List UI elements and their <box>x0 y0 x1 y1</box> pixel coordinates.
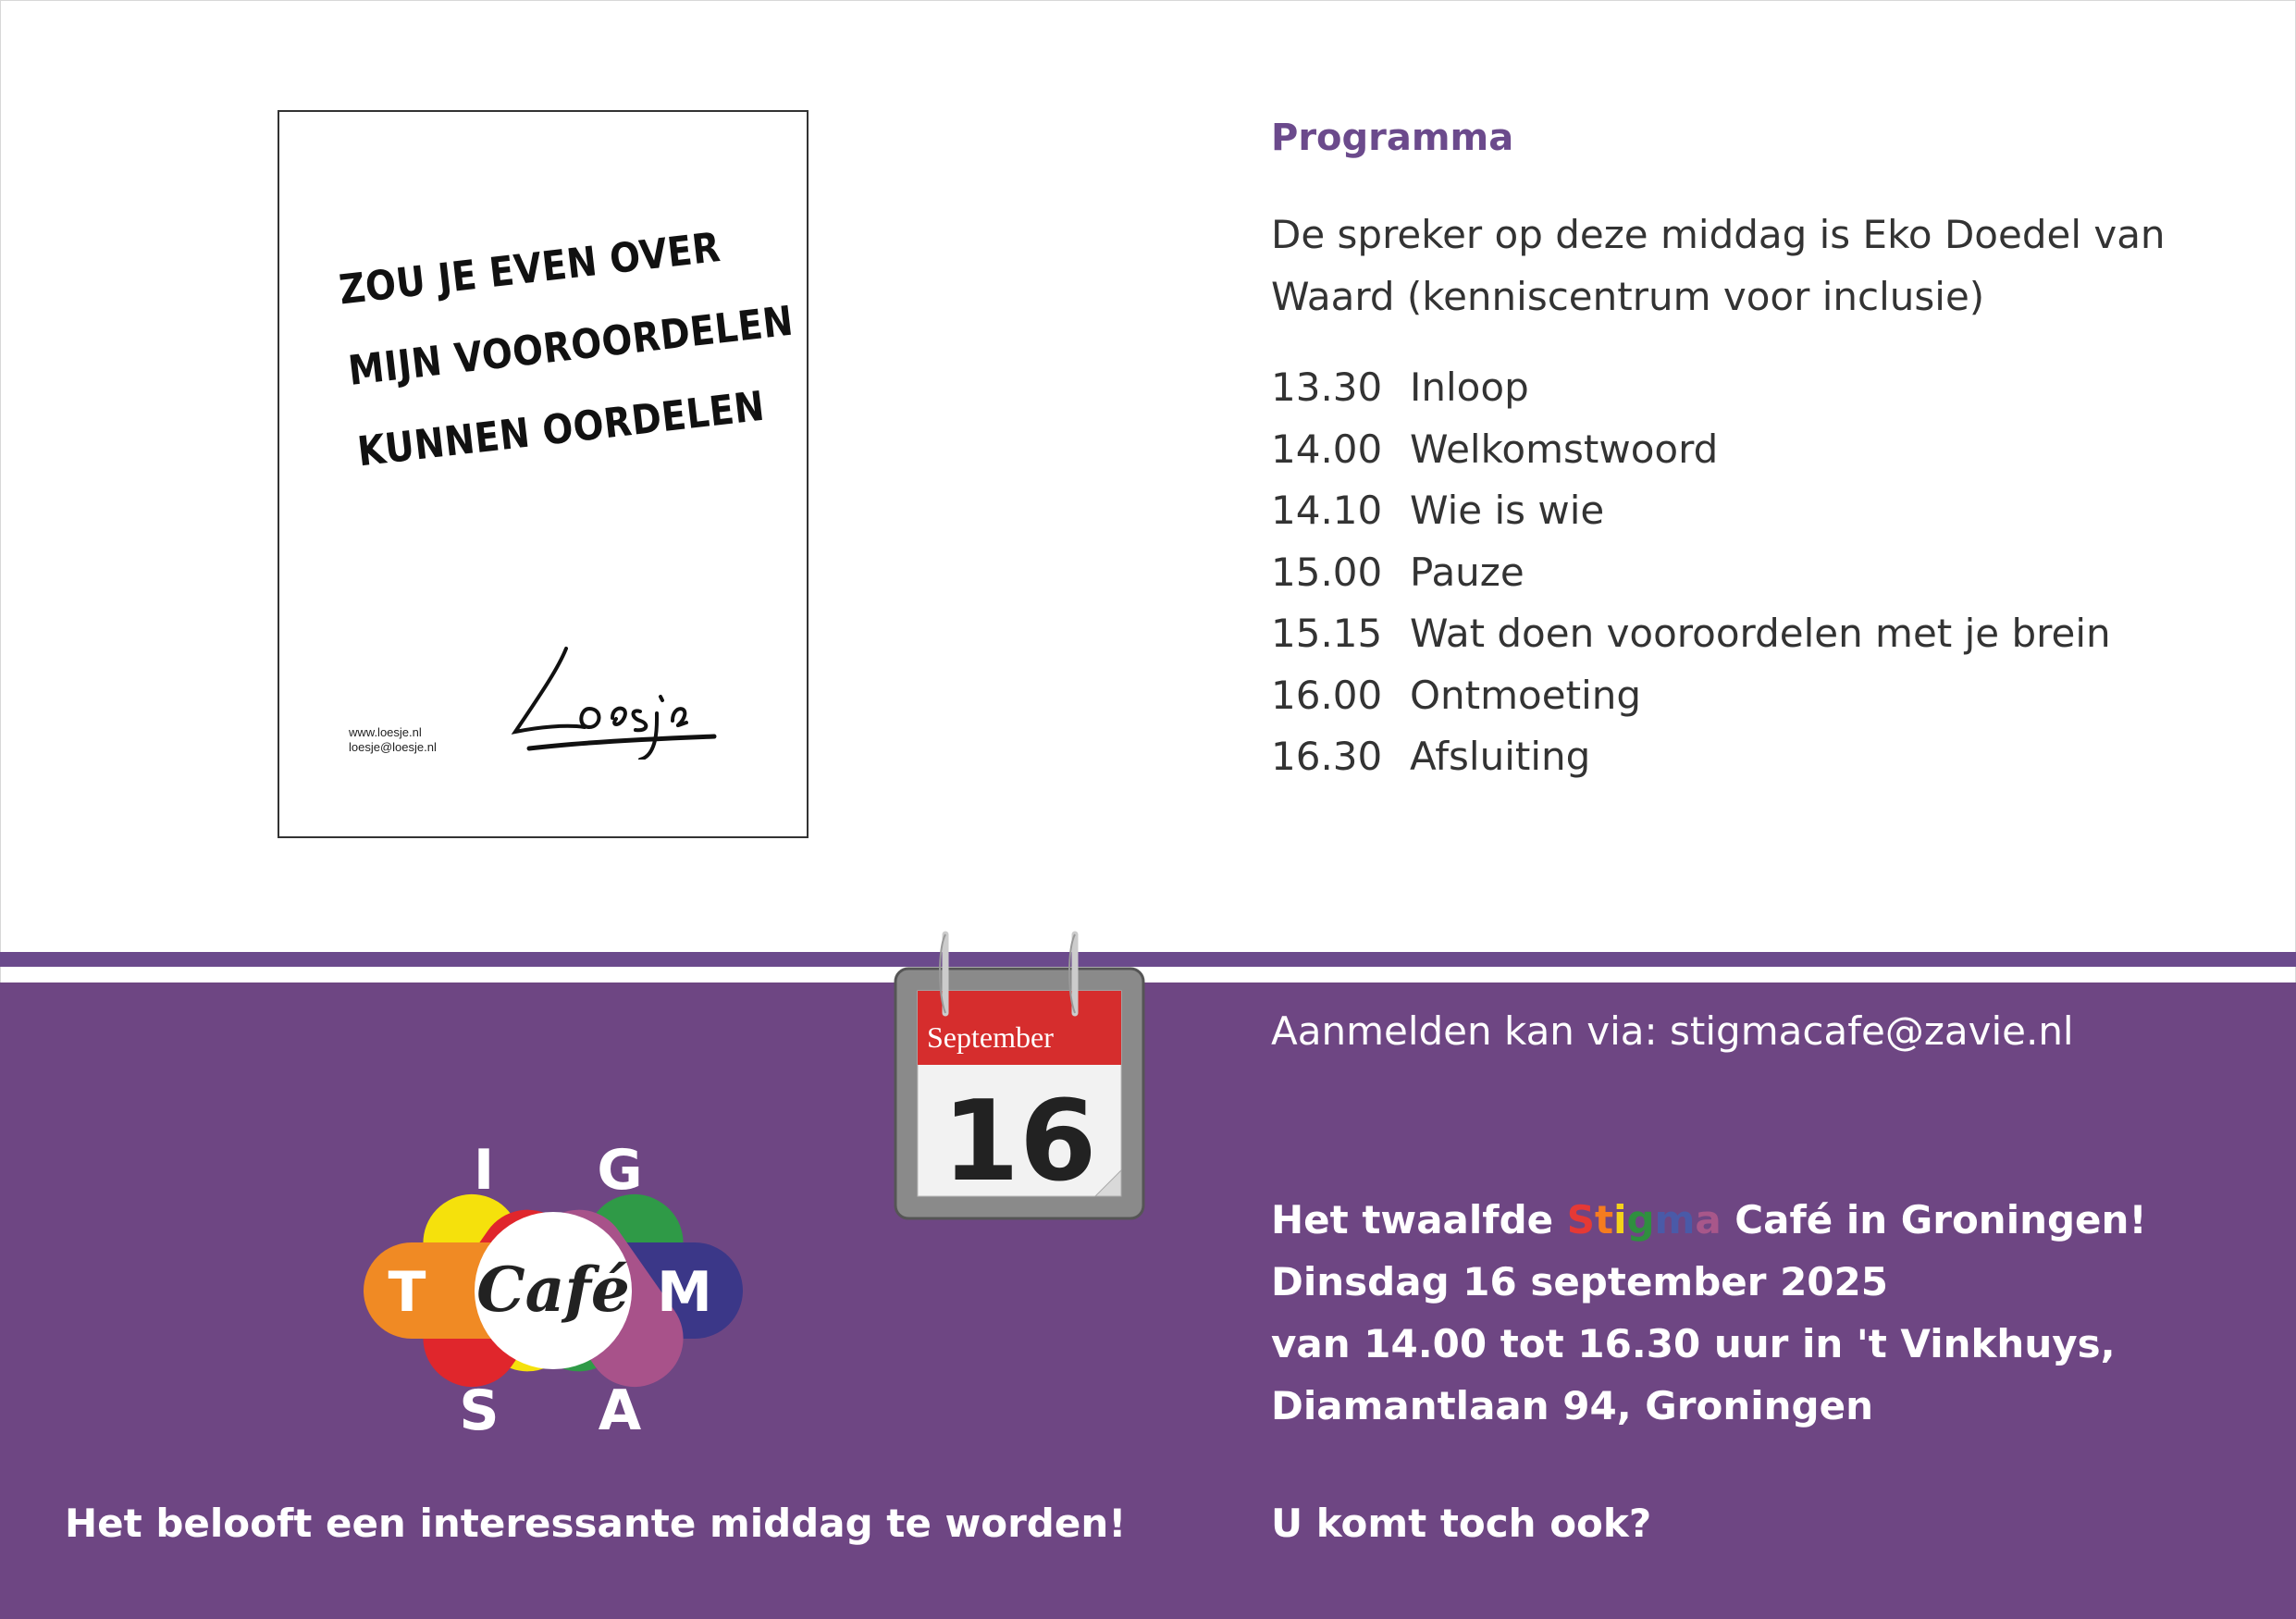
brand-letter: g <box>1626 1197 1655 1242</box>
schedule-list <box>1271 357 2111 788</box>
brand-letter: m <box>1654 1197 1696 1242</box>
logo-letter: A <box>598 1378 642 1443</box>
logo-letter: M <box>657 1260 712 1325</box>
brand-letter: i <box>1613 1197 1627 1242</box>
stigma-brand-word <box>1567 1197 1722 1242</box>
poster-slogan <box>335 196 841 493</box>
poster-line: MIJN VOOROORDELEN <box>345 297 796 395</box>
schedule-item: Afsluiting <box>1410 734 1591 779</box>
schedule-row <box>1271 603 2111 665</box>
programma-intro: De spreker op deze middag is Eko Doedel van Waard (kenniscentrum voor inclusie) <box>1271 212 2166 319</box>
schedule-row <box>1271 726 2111 788</box>
event-details <box>1271 1189 2147 1437</box>
closing-question: U komt toch ook? <box>1271 1501 1652 1546</box>
poster-line: KUNNEN OORDELEN <box>354 382 768 476</box>
brand-letter: S <box>1566 1197 1595 1242</box>
schedule-time: 14.10 <box>1271 488 1383 533</box>
signup-text: Aanmelden kan via: stigmacafe@zavie.nl <box>1271 1008 2074 1054</box>
programma-heading: Programma <box>1271 117 1514 159</box>
logo-cafe-text: Café <box>476 1254 630 1326</box>
schedule-time: 15.15 <box>1271 611 1383 656</box>
schedule-time: 15.00 <box>1271 549 1383 595</box>
schedule-row <box>1271 419 2111 481</box>
schedule-item: Wat doen vooroordelen met je brein <box>1410 611 2111 656</box>
schedule-time: 16.30 <box>1271 734 1383 779</box>
event-address: Diamantlaan 94, Groningen <box>1271 1383 1873 1428</box>
schedule-time: 13.30 <box>1271 365 1383 410</box>
poster-email: loesje@loesje.nl <box>349 740 437 754</box>
schedule-time: 16.00 <box>1271 672 1383 718</box>
logo-letter: G <box>597 1138 643 1203</box>
schedule-item: Pauze <box>1410 549 1524 595</box>
calendar-icon <box>890 930 1149 1221</box>
poster-line: ZOU JE EVEN OVER <box>337 224 723 315</box>
event-title <box>1271 1189 2147 1251</box>
event-time: van 14.00 tot 16.30 uur in 't Vinkhuys, <box>1271 1321 2116 1366</box>
stigma-cafe-logo <box>350 1106 757 1476</box>
schedule-row <box>1271 542 2111 604</box>
loesje-signature-logo <box>501 630 733 760</box>
promise-text: Het belooft een interessante middag te worden! <box>65 1501 1127 1546</box>
loesje-poster <box>278 110 809 838</box>
event-date: Dinsdag 16 september 2025 <box>1271 1259 1888 1304</box>
schedule-item: Ontmoeting <box>1410 672 1642 718</box>
schedule-item: Welkomstwoord <box>1410 426 1719 472</box>
schedule-item: Inloop <box>1410 365 1529 410</box>
poster-contact <box>349 725 437 755</box>
schedule-row <box>1271 357 2111 419</box>
calendar-day: 16 <box>942 1078 1097 1206</box>
calendar-month: September <box>927 1020 1054 1054</box>
brand-letter: t <box>1595 1197 1614 1242</box>
event-title-prefix: Het twaalfde <box>1271 1197 1567 1242</box>
logo-letter: T <box>388 1260 426 1325</box>
schedule-item: Wie is wie <box>1410 488 1605 533</box>
schedule-row <box>1271 665 2111 727</box>
poster-website: www.loesje.nl <box>349 725 422 739</box>
event-title-suffix: Café in Groningen! <box>1721 1197 2147 1242</box>
logo-letter: S <box>459 1378 500 1443</box>
schedule-time: 14.00 <box>1271 426 1383 472</box>
schedule-row <box>1271 480 2111 542</box>
brand-letter: a <box>1695 1197 1722 1242</box>
logo-letter: I <box>473 1138 495 1203</box>
